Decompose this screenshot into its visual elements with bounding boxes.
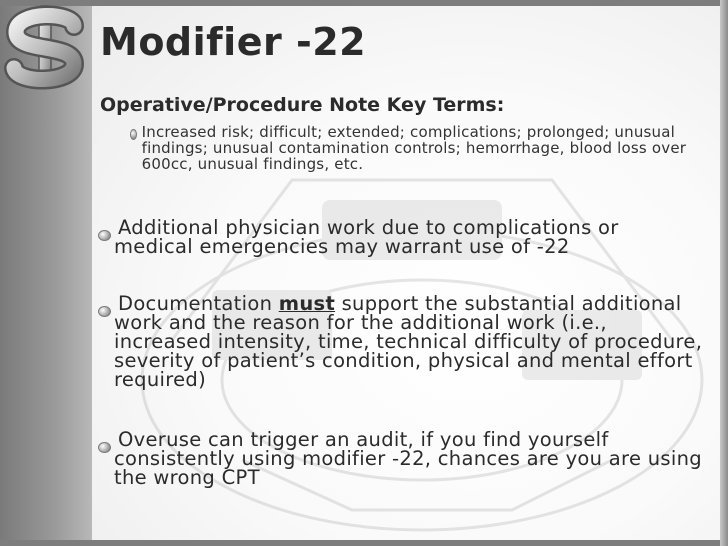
slide-title: Modifier -22 — [100, 20, 367, 64]
key-terms-text: Increased risk; difficult; extended; complications; prolonged; unusual findings; unusual contamination controls; hemorrhage, blood loss over 600cc, unusual findings, etc. — [141, 123, 687, 173]
bullet-text-before: Documentation — [118, 292, 279, 315]
bullet-text-emphasis: must — [278, 292, 336, 315]
bullet-item — [98, 294, 703, 389]
bullet-text-content: Overuse can trigger an audit, if you find yourself consistently using modifier -22, chances are you are using the wrong CPT — [114, 428, 702, 489]
bullet-text — [98, 294, 703, 389]
bullet-text — [98, 218, 703, 256]
dollar-sign-icon — [4, 4, 86, 90]
key-terms-item — [130, 124, 690, 172]
bullet-dot-icon — [98, 442, 111, 453]
bullet-item — [98, 430, 703, 487]
bullet-item — [98, 218, 703, 256]
bullet-text — [98, 430, 703, 487]
bullet-text-after: support the substantial additional work and the reason for the additional work (i.e., increased intensity, time, technical difficulty of procedure, severity of patient’s condition, physical and mental effort required) — [114, 292, 703, 391]
bullet-dot-icon — [130, 129, 137, 140]
bullet-text-content: Additional physician work due to complications or medical emergencies may warrant use of -22 — [114, 216, 619, 258]
key-terms-heading: Operative/Procedure Note Key Terms: — [100, 94, 505, 116]
bullet-dot-icon — [98, 306, 111, 317]
bullet-dot-icon — [98, 230, 111, 241]
bottom-frame-bar — [0, 540, 728, 546]
